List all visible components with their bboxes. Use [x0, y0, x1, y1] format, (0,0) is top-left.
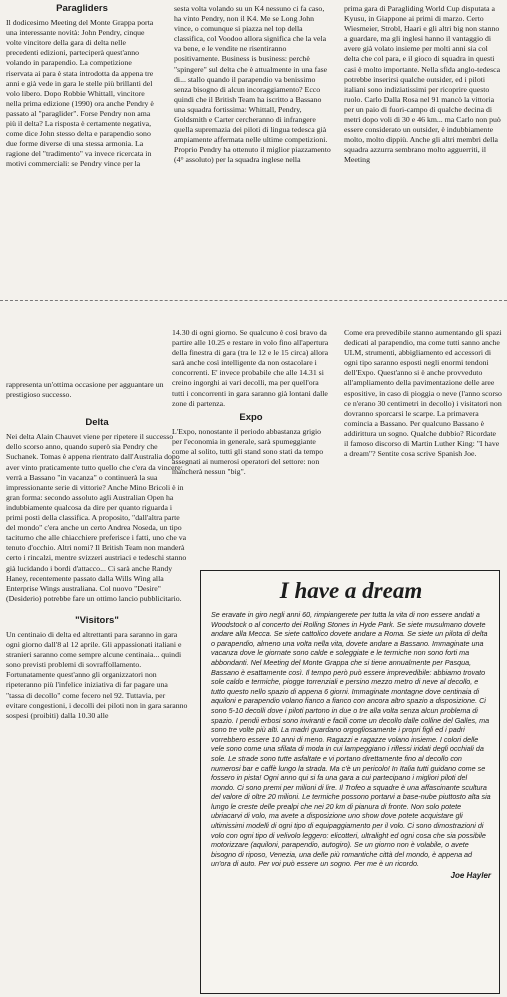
dream-signature: Joe Hayler [450, 871, 491, 881]
top-column-2 [174, 4, 332, 294]
middle-column [172, 328, 330, 566]
page-separator [0, 300, 507, 301]
delta-heading: Delta [85, 417, 109, 429]
dream-body [211, 610, 491, 869]
expo-heading: Expo [239, 411, 263, 423]
visitors-text: Un centinaio di delta ed altrettanti para saranno in gara ogni giorno dall'8 al 12 aprile. Gli appassionati italiani e stranieri saranno come sempre alcune centinaia... quindi sono previsti problemi di sovraffollamento. Fortunatamente quest'anno gli organizzatori non ripeteranno più l'infelice iniziativa di far pagare una "tassa di decollo" come fecero nel 92. Tuttavia, per evitare congestioni, i decolli dei piloti non in gara saranno sospesi (proibiti) dalla 10.30 alle [6, 629, 188, 720]
left-column [6, 380, 188, 994]
paragliders-text-1: Il dodicesimo Meeting del Monte Grappa porta una interessante novità: John Pendry, cinque volte vincitore della gara di delta nelle precedenti edizioni, parteciperà quest'anno volando in parapendio. La competizione riservata ai para è stata introdotta da appena tre anni e già vede in gara le stelle più brillanti del volo libero. Dopo Robbie Whittall, vincitore nella prima edizione (1990) ora anche Pendry è passato al "paraglider". Forse Pendry non ama più il delta? La risposta è certamente negativa, come dice John stesso delta e parapendio sono due forme diverse di una stessa armonia. La ragione del "tradimento" va invece ricercata in motivi commerciali: se Pendry vince per la [6, 18, 154, 169]
top-column-1 [6, 4, 158, 294]
top-column-3 [344, 4, 502, 294]
expo-text: L'Expo, nonostante il periodo abbastanza grigio per l'economia in generale, sarà spumeggiante come al solito, tutti gli stand sono stati da tempo assegnati ai numerosi operatori del settore: non mancherà nessun "big". [172, 426, 324, 477]
paragliders-text-3: prima gara di Paragliding World Cup disputata a Kyusu, in Giappone ai primi di marzo. Certo Wiesmeier, Strobl, Haari e gli altri big non stanno a guardare, ma gli inglesi hanno il vantaggio di avere già volato insieme per molti anni sia col delta che col para, e il gioco di squadra in questi casi è molto importante. Nella sfida anglo-tedesca potrebbe inserirsi qualche outsider, ed i piloti italiani sono indiziatissimi per ricoprire questo ruolo. Carlo Dalla Rosa nel 91 mancò la vittoria per un paio di fuori-campo di qualche decina di metri dopo voli di 30 e 46 km... ma Carlo non può essere considerato un outsider, è indubbiamente molto, molto dippiù. Anche gli altri membri della squadra azzurra sembrano molto agguerriti, il Meeting [344, 4, 501, 165]
expo-continued-text: Come era prevedibile stanno aumentando gli spazi dedicati al parapendio, ma come tutti sanno anche ULM, strumenti, abbigliamento ed accessori di ogni tipo saranno esposti negli enormi tendoni dell'Expo. Quest'anno si è anche provveduto all'ampliamento della pavimentazione delle aree espositive, in caso di pioggia o neve (l'anno scorso ce n'erano 30 centimetri in decollo) i visitatori non dovranno sporcarsi le scarpe. La primavera comincia a Bassano. Per qualcuno Bassano è addirittura un sogno. Qualche dubbio? Ricordate il famoso discorso di Martin Luther King: "I have a dream"? Sentite cosa scrive Spanish Joe. [344, 328, 502, 459]
schedule-text: 14.30 di ogni giorno. Se qualcuno è così bravo da partire alle 10.25 e restare in volo fino all'apertura della finestra di gara (tra le 12 e le 15 circa) allora sarà anche così intelligente da non ostacolare i concorrenti. E' invece probabile che alle 14.31 si creino ingorghi ai vari decolli, ma per quell'ora tutti i concorrenti in gara saranno già lontani dalle zone di partenza. [172, 328, 329, 408]
dream-text: Se eravate in giro negli anni 60, rimpiangerete per tutta la vita di non essere andati a Woodstock o al concerto dei Rolling Stones in Hyde Park. Se siete musulmano dovete andare alla Mecca. Se siete cattolico dovete andare a Roma. Se siete un pilota di delta o parapendio, almeno una volta nella vita, dovete andare a Bassano. Immaginate una vacanza dove le giornate sono calde e soleggiate e le termiche non sono forti ma abbondanti. Nel Meeting del Monte Grappa che si tiene annualmente per Pasqua, Bassano è esattamente così. Il tempo però può essere imprevedibile: abbiamo trovato sole caldo e termiche, piogge torrenziali e persino mezzo metro di neve al decollo, e tutto questo nello spazio di appena 6 giorni. Immaginate montagne dove centinaia di aquiloni e parapendio volano fianco a fianco con ancora altro spazio a disposizione. Ci sono 5-10 decolli dove i piloti partono in due o tre alla volta senza alcun problema di spazio. I pendii erbosi sono inviranti e facili come un decollo dalle colline del Galles, ma sono tre volte più alti. La madri guardano orgogliosamente i propri figli ed i padri vorrebbero essere 10 anni di meno. Ragazzi e ragazze volano insieme. I colori delle vele sono come una sfilata di moda in cui lampeggiano i riflessi iridati degli occhiali da sole. Le strade sono tutte asfaltate e vi portano direttamente fino al decollo con numerosi bar e caffè lungo la strada. Ma c'è un pericolo! In Italia tutti guidano come se fossero in pista! Ogni anno qui si fa una gara a cui partecipano i migliori piloti del mondo. Ci sono premi per milioni di lire. Il Trofeo a squadre è una affascinante scultura del valore di oltre 20 milioni. Le termiche possono portarvi a base-nube piuttosto alta sia lungo le creste delle prealpi che nei 20 km di pianura di fronte. Non solo potete ubriacarvi di volo, ma avete a disposizione uno show dove potete acquistare gli ultimissimi modelli di ogni tipo di equipaggiamento per il volo. Ci sono dimostrazioni di volo con ogni tipo di velivolo leggero: elicotteri, ultralight ed ogni cosa che sia possibile motorizzare (aquiloni, parapendio, autogiro). Se un giorno non è volabile, o avete bisogno di riposo, Venezia, una delle più romantiche città del mondo, è appena ad un'ora di auto. Per voi può essere un sogno. Per me è un ricordo. [211, 610, 491, 869]
delta-text: Nei delta Alain Chauvet viene per ripetere il successo dello scorso anno, quando superò sia Pendry che Suchanek. Tomas è appena rientrato dall'Australia dopo aver vinto praticamente tutto quello che c'era da vincere: verrà a Bassano "in vacanza" o continuerà la sua impressionante serie di vittorie? Anche Mino Bricoli è in gran forma: secondo assoluto agli Australian Open ha indubbiamente qualcosa da dire per quanto riguarda i primi posti della classifica. A proposito, "dall'altra parte del mondo" c'era anche un certo Andrea Noseda, un tipo taciturno che alle chiacchiere preferisce i fatti, uno che va tenuto d'occhio. Altri nomi? Il British Team non manderà certo i rincalzi, mentre svizzeri austriaci e tedeschi stanno già lucidando i bordi d'attacco... Ci sarà anche Randy Haney, recentemente passato dalla Wills Wing alla Enterprise Wings australiana. Col nuovo "Desire" (Desiderio) potrebbe fare un ottimo lancio pubblicitario. [6, 432, 187, 603]
visitors-heading: "Visitors" [75, 614, 119, 626]
right-column [344, 328, 502, 566]
dream-box [200, 570, 500, 994]
paragliders-text-2: sesta volta volando su un K4 nessuno ci fa caso, ha vinto Pendry, non il K4. Me se Long John vince, o comunque si piazza nel top della classifica, col Voodoo allora significa che la vela va bene, e le vendite ne risentiranno positivamente. Business is business: perchè "spingere" sul delta che è attualmente in una fase di... stallo quando il parapendio va benissimo senza bisogno di alcun incoraggiamento? Ecco quindi che il British Team ha iscritto a Bassano una squadra fortissima: Whittall, Pendry, Goldsmith e Carter cercheranno di infrangere quella supremazia dei piloti di lingua tedesca già ampiamente affermata nelle ultime competizioni. Proprio Pendry ha ottenuto il miglior piazzamento (4° assoluto) per la squadra inglese nella [174, 4, 331, 165]
dream-title: I have a dream [279, 578, 423, 603]
paragliders-heading: Paragliders [56, 4, 108, 14]
intro-text: rappresenta un'ottima occasione per agguantare un prestigioso successo. [6, 380, 164, 400]
